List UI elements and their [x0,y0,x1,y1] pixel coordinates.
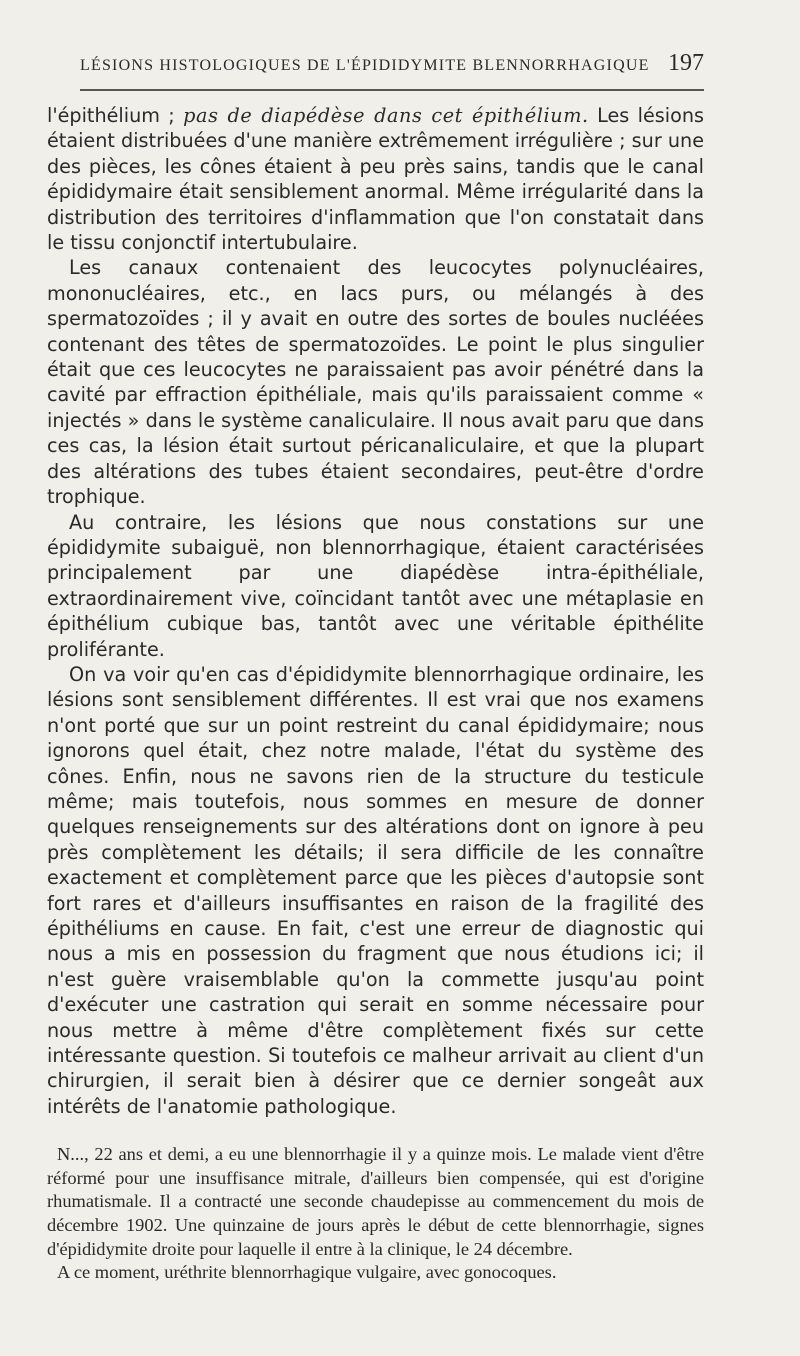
case-paragraph-2: A ce moment, uréthrite blennorrhagique vulgaire, avec gonocoques. [57,1262,557,1283]
paragraph-3: Au contraire, les lésions que nous constations sur une épididymite subaiguë, non blennorrhagique, étaient caractérisées principalement par une diapédèse intra-épithéliale, extraordinairement vive, coïncidant tantôt avec une métaplasie en épithélium cubique bas, tantôt avec une véritable épithélite proliférante. [47,510,704,661]
page-number: 197 [668,50,704,76]
paragraph-1 [47,103,704,255]
running-head [47,50,704,77]
paragraph-1-start: l'épithélium ; [47,104,184,127]
paragraph-4: On va voir qu'en cas d'épididymite blennorrhagique ordinaire, les lésions sont sensiblement différentes. Il est vrai que nos examens n'ont porté que sur un point restreint du canal épididymaire; nous ignorons quel était, chez notre malade, l'état du système des cônes. Enfin, nous ne savons rien de la structure du testicule même; mais toutefois, nous sommes en mesure de donner quelques renseignements sur des altérations dont on ignore à peu près complètement les détails; il sera difficile de les connaître exactement et complètement parce que les pièces d'autopsie sont fort rares et d'ailleurs insuffisantes en raison de la fragilité des épithéliums en cause. En fait, c'est une erreur de diagnostic qui nous a mis en possession du fragment que nous étudions ici; il n'est guère vraisemblable qu'on la commette jusqu'au point d'exécuter une castration qui serait en somme nécessaire pour nous mettre à même d'être complètement fixés sur cette intéressante question. Si toutefois ce malheur arrivait au client d'un chirurgien, il serait bien à désirer que ce dernier songeât aux intérêts de l'anatomie pathologique. [47,662,704,1118]
running-title: LÉSIONS HISTOLOGIQUES DE L'ÉPIDIDYMITE BLENNORRHAGIQUE [80,57,650,74]
paragraph-2: Les canaux contenaient des leucocytes polynucléaires, mononucléaires, etc., en lacs purs, ou mélangés à des spermatozoïdes ; il y avait en outre des sortes de boules nucléées contenant des têtes de spermatozoïdes. Le point le plus singulier était que ces leucocytes ne paraissaient pas avoir pénétré dans la cavité par effraction épithéliale, mais qu'ils paraissaient comme « injectés » dans le système canaliculaire. Il nous avait paru que dans ces cas, la lésion était surtout péricanaliculaire, et que la plupart des altérations des tubes étaient secondaires, peut-être d'ordre trophique. [47,256,704,509]
case-report [47,1143,704,1285]
paragraph-1-italic: pas de diapédèse dans cet épithélium. [183,104,589,127]
paragraph-1-rest: Les lésions étaient distribuées d'une manière extrêmement irrégulière ; sur une des pièces, les cônes étaient à peu près sains, tandis que le canal épididymaire était sensiblement anormal. Même irrégularité dans la distribution des territoires d'inflammation que l'on constatait dans le tissu conjonctif intertubulaire. [47,104,704,255]
header-rule [80,89,704,91]
main-text [47,103,704,1119]
case-paragraph-1: N..., 22 ans et demi, a eu une blennorrhagie il y a quinze mois. Le malade vient d'être réformé pour une insuffisance mitrale, d'ailleurs bien compensée, qui est d'origine rhumatismale. Il a contracté une seconde chaudepisse au commencement du mois de décembre 1902. Une quinzaine de jours après le début de cette blennorrhagie, signes d'épididymite droite pour laquelle il entre à la clinique, le 24 décembre. [47,1144,704,1259]
